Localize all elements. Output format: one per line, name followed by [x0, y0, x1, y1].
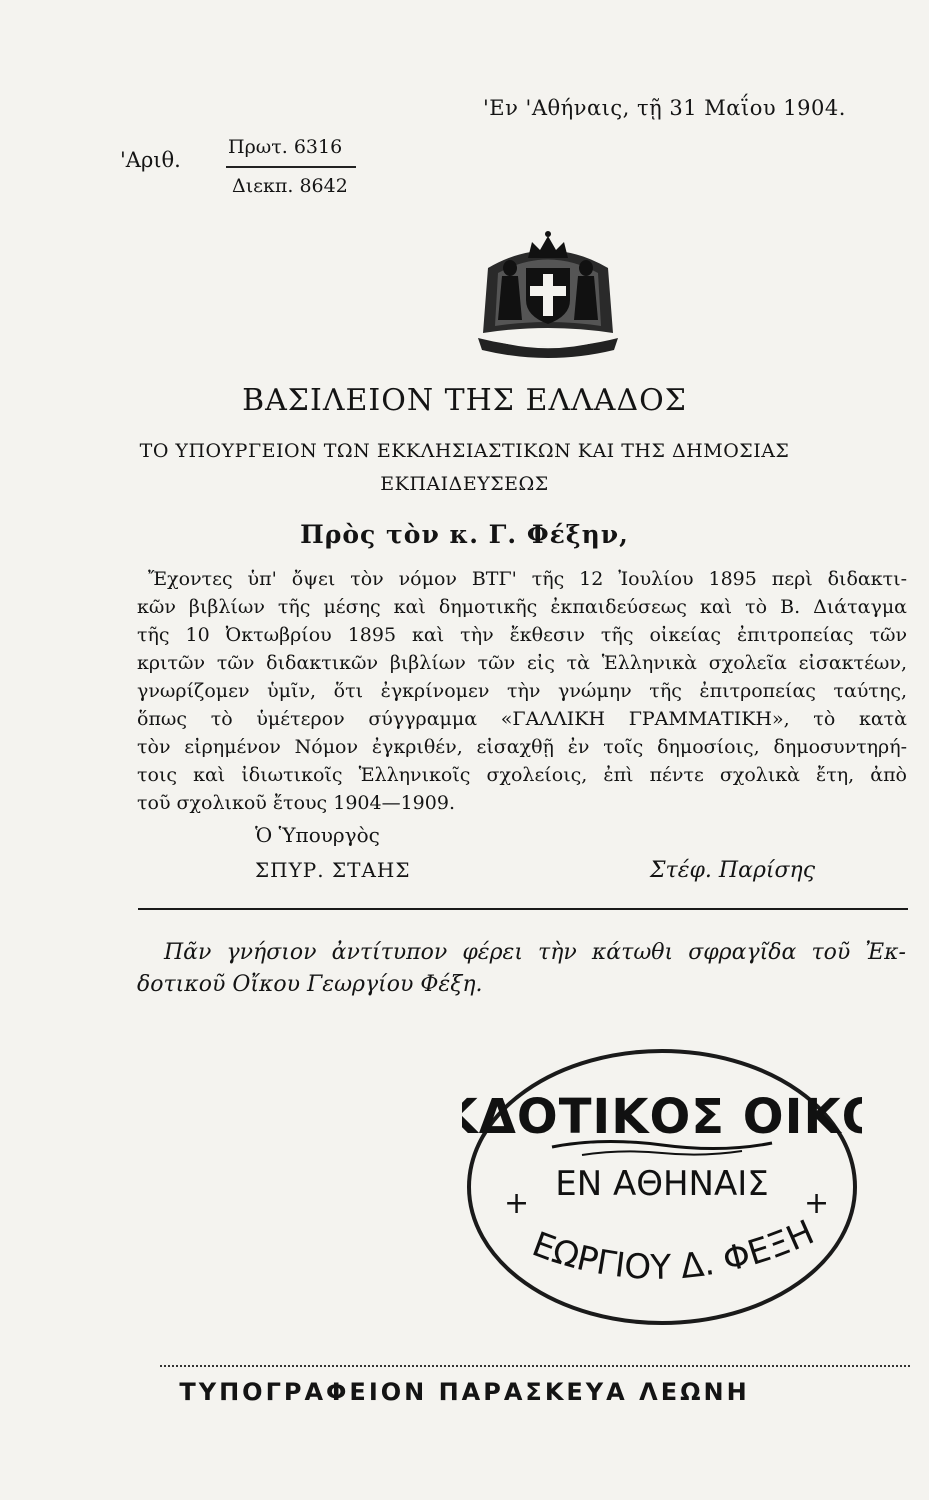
stamp-cross-right-icon: + — [804, 1186, 830, 1221]
addressee: Πρὸς τὸν κ. Γ. Φέξην, — [300, 520, 629, 549]
stamp-middle-text: ΕΝ ΑΘΗΝΑΙΣ — [555, 1164, 769, 1204]
body-line: τὸν εἰρημένον Νόμον ἐγκριθέν, εἰσαχθῇ ἐν τοῖς δημοσίοις, δημοσυντηρή- — [137, 736, 907, 758]
body-line: τῆς 10 Ὀκτωβρίου 1895 καὶ τὴν ἔκθεσιν τῆς οἰκείας ἐπιτροπείας τῶν — [137, 624, 907, 646]
minister-name: ΣΠΥΡ. ΣΤΑΗΣ — [255, 858, 411, 882]
publisher-stamp — [462, 1045, 862, 1330]
body-line: Ἔχοντες ὑπ' ὄψει τὸν νόμον ΒΤΓ' τῆς 12 Ἰουλίου 1895 περὶ διδακτι- — [148, 568, 907, 590]
stamp-cross-left-icon: + — [504, 1186, 530, 1221]
body-line: τοῦ σχολικοῦ ἔτους 1904—1909. — [137, 792, 455, 814]
kingdom-heading: ΒΑΣΙΛΕΙΟΝ ΤΗΣ ΕΛΛΑΔΟΣ — [242, 383, 687, 418]
ministry-heading-line-1: ΤΟ ΥΠΟΥΡΓΕΙΟΝ ΤΩΝ ΕΚΚΛΗΣΙΑΣΤΙΚΩΝ ΚΑΙ ΤΗΣ ΔΗΜΟΣΙΑΣ — [139, 440, 790, 462]
protocol-number: Πρωτ. 6316 — [228, 136, 343, 158]
processing-number: Διεκπ. 8642 — [232, 175, 348, 197]
body-line: ὅπως τὸ ὑμέτερον σύγγραμμα «ΓΑΛΛΙΚΗ ΓΡΑΜΜΑΤΙΚΗ», τὸ κατὰ — [137, 708, 907, 730]
minister-title: Ὁ Ὑπουργὸς — [255, 823, 380, 847]
document-date: 'Εν 'Αθήναις, τῇ 31 Μαΐου 1904. — [483, 96, 846, 120]
footer-divider — [160, 1365, 910, 1367]
authenticity-note-line-1: Πᾶν γνήσιον ἀντίτυπον φέρει τὴν κάτωθι σφραγῖδα τοῦ Ἐκ- — [164, 940, 906, 965]
body-line: κριτῶν τῶν διδακτικῶν βιβλίων τῶν εἰς τὰ Ἑλληνικὰ σχολεῖα εἰσακτέων, — [137, 652, 907, 674]
body-line: γνωρίζομεν ὑμῖν, ὅτι ἐγκρίνομεν τὴν γνώμην τῆς ἐπιτροπείας ταύτης, — [137, 680, 907, 702]
section-divider — [138, 908, 908, 910]
countersignature: Στέφ. Παρίσης — [650, 858, 816, 883]
stamp-top-text: ΔΟΤΙΚΟΣ ΟΙΚ — [478, 1089, 842, 1145]
reference-label: 'Αριθ. — [120, 148, 181, 172]
body-line: τοις καὶ ἰδιωτικοῖς Ἑλληνικοῖς σχολείοις, ἐπὶ πέντε σχολικὰ ἔτη, ἀπὸ — [137, 764, 907, 786]
reference-divider — [226, 166, 356, 168]
ministry-heading-line-2: ΕΚΠΑΙΔΕΥΣΕΩΣ — [380, 473, 549, 495]
authenticity-note-line-2: δοτικοῦ Οἴκου Γεωργίου Φέξη. — [137, 972, 483, 997]
royal-coat-of-arms-icon — [468, 228, 628, 363]
stamp-bottom-text: ΕΩΡΓΙΟΥ Δ. ΦΕΞΗ — [526, 1212, 821, 1288]
printer-imprint: ΤΥΠΟΓΡΑΦΕΙΟΝ ΠΑΡΑΣΚΕΥΑ ΛΕΩΝΗ — [179, 1378, 750, 1406]
body-line: κῶν βιβλίων τῆς μέσης καὶ δημοτικῆς ἐκπαιδεύσεως καὶ τὸ Β. Διάταγμα — [137, 596, 907, 618]
